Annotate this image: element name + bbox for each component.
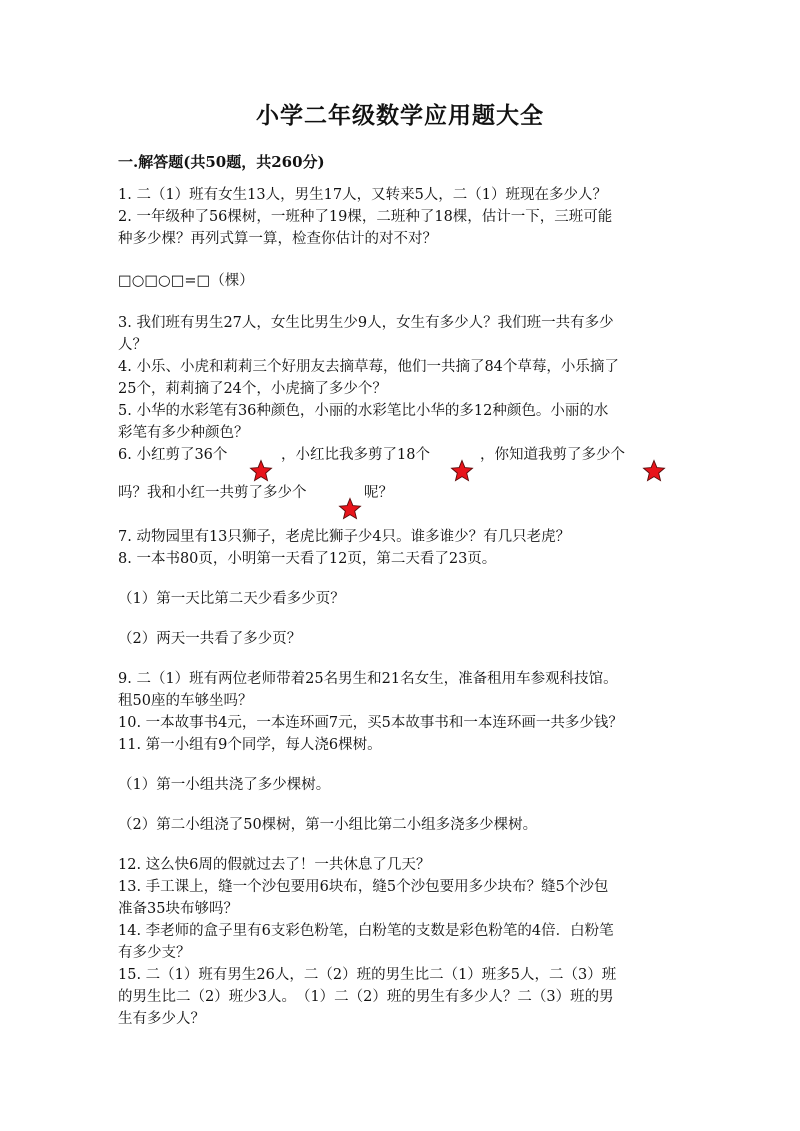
- question-4-line-1: 4. 小乐、小虎和莉莉三个好朋友去摘草莓，他们一共摘了84个草莓，小乐摘了: [118, 359, 619, 375]
- red-star-icon: [249, 459, 273, 483]
- page-title: 小学二年级数学应用题大全: [256, 102, 544, 129]
- question-4-line-2: 25个，莉莉摘了24个，小虎摘了多少个？: [118, 381, 387, 397]
- question-6-part-2: ，小红比我多剪了18个: [281, 447, 430, 463]
- question-11-sub-1: （1）第一小组共浇了多少棵树。: [118, 777, 331, 793]
- question-6-part-3: ，你知道我剪了多少个: [480, 447, 625, 463]
- question-15-line-3: 生有多少人？: [118, 1011, 205, 1027]
- question-2-line-2: 种多少棵？再列式算一算，检查你估计的对不对？: [118, 231, 437, 247]
- question-15-line-2: 的男生比二（2）班少3人。 （1）二（2）班的男生有多少人？二（3）班的男: [118, 989, 614, 1005]
- question-1: 1. 二（1）班有女生13人，男生17人，又转来5人，二（1）班现在多少人？: [118, 187, 608, 203]
- question-15-line-1: 15. 二（1）班有男生26人，二（2）班的男生比二（1）班多5人，二（3）班: [118, 967, 617, 983]
- section-heading: 一.解答题(共50题，共260分): [118, 153, 325, 171]
- question-3-line-2: 人？: [118, 337, 147, 353]
- red-star-icon: [450, 459, 474, 483]
- question-6: [118, 444, 690, 526]
- question-5-line-1: 5. 小华的水彩笔有36种颜色，小丽的水彩笔比小华的多12种颜色。小丽的水: [118, 403, 609, 419]
- question-5-line-2: 彩笔有多少种颜色？: [118, 425, 249, 441]
- question-8-sub-1: （1）第一天比第二天少看多少页？: [118, 591, 345, 607]
- question-12: 12. 这么快6周的假就过去了！一共休息了几天？: [118, 857, 431, 873]
- question-14-line-2: 有多少支？: [118, 945, 191, 961]
- question-2-line-1: 2. 一年级种了56棵树，一班种了19棵，二班种了18棵，估计一下，三班可能: [118, 209, 613, 225]
- question-6-part-1: 6. 小红剪了36个: [118, 447, 228, 463]
- question-11: 11. 第一小组有9个同学，每人浇6棵树。: [118, 737, 382, 753]
- question-6-part-5: 呢？: [364, 485, 393, 501]
- question-10: 10. 一本故事书4元，一本连环画7元，买5本故事书和一本连环画一共多少钱？: [118, 715, 623, 731]
- question-11-sub-2: （2）第二小组浇了50棵树，第一小组比第二小组多浇多少棵树。: [118, 817, 538, 833]
- question-6-line-2: [118, 482, 307, 504]
- question-list: [118, 184, 690, 1030]
- question-9-line-1: 9. 二（1）班有两位老师带着25名男生和21名女生，准备租用车参观科技馆。: [118, 671, 618, 687]
- question-9-line-2: 租50座的车够坐吗？: [118, 693, 253, 709]
- red-star-icon: [338, 497, 362, 521]
- question-6-part-4: 吗？我和小红一共剪了多少个: [118, 485, 307, 501]
- question-14-line-1: 14. 李老师的盒子里有6支彩色粉笔，白粉笔的支数是彩色粉笔的4倍．白粉笔: [118, 923, 614, 939]
- question-13-line-1: 13. 手工课上，缝一个沙包要用6块布，缝5个沙包要用多少块布？缝5个沙包: [118, 879, 609, 895]
- question-8-sub-2: （2）两天一共看了多少页？: [118, 631, 302, 647]
- question-3-line-1: 3. 我们班有男生27人，女生比男生少9人，女生有多少人？我们班一共有多少: [118, 315, 614, 331]
- red-star-icon: [642, 459, 666, 483]
- question-2-formula: □○□○□=□（棵）: [118, 273, 254, 289]
- question-8: 8. 一本书80页，小明第一天看了12页，第二天看了23页。: [118, 551, 497, 567]
- question-13-line-2: 准备35块布够吗？: [118, 901, 238, 917]
- question-7: 7. 动物园里有13只狮子，老虎比狮子少4只。谁多谁少？有几只老虎？: [118, 529, 571, 545]
